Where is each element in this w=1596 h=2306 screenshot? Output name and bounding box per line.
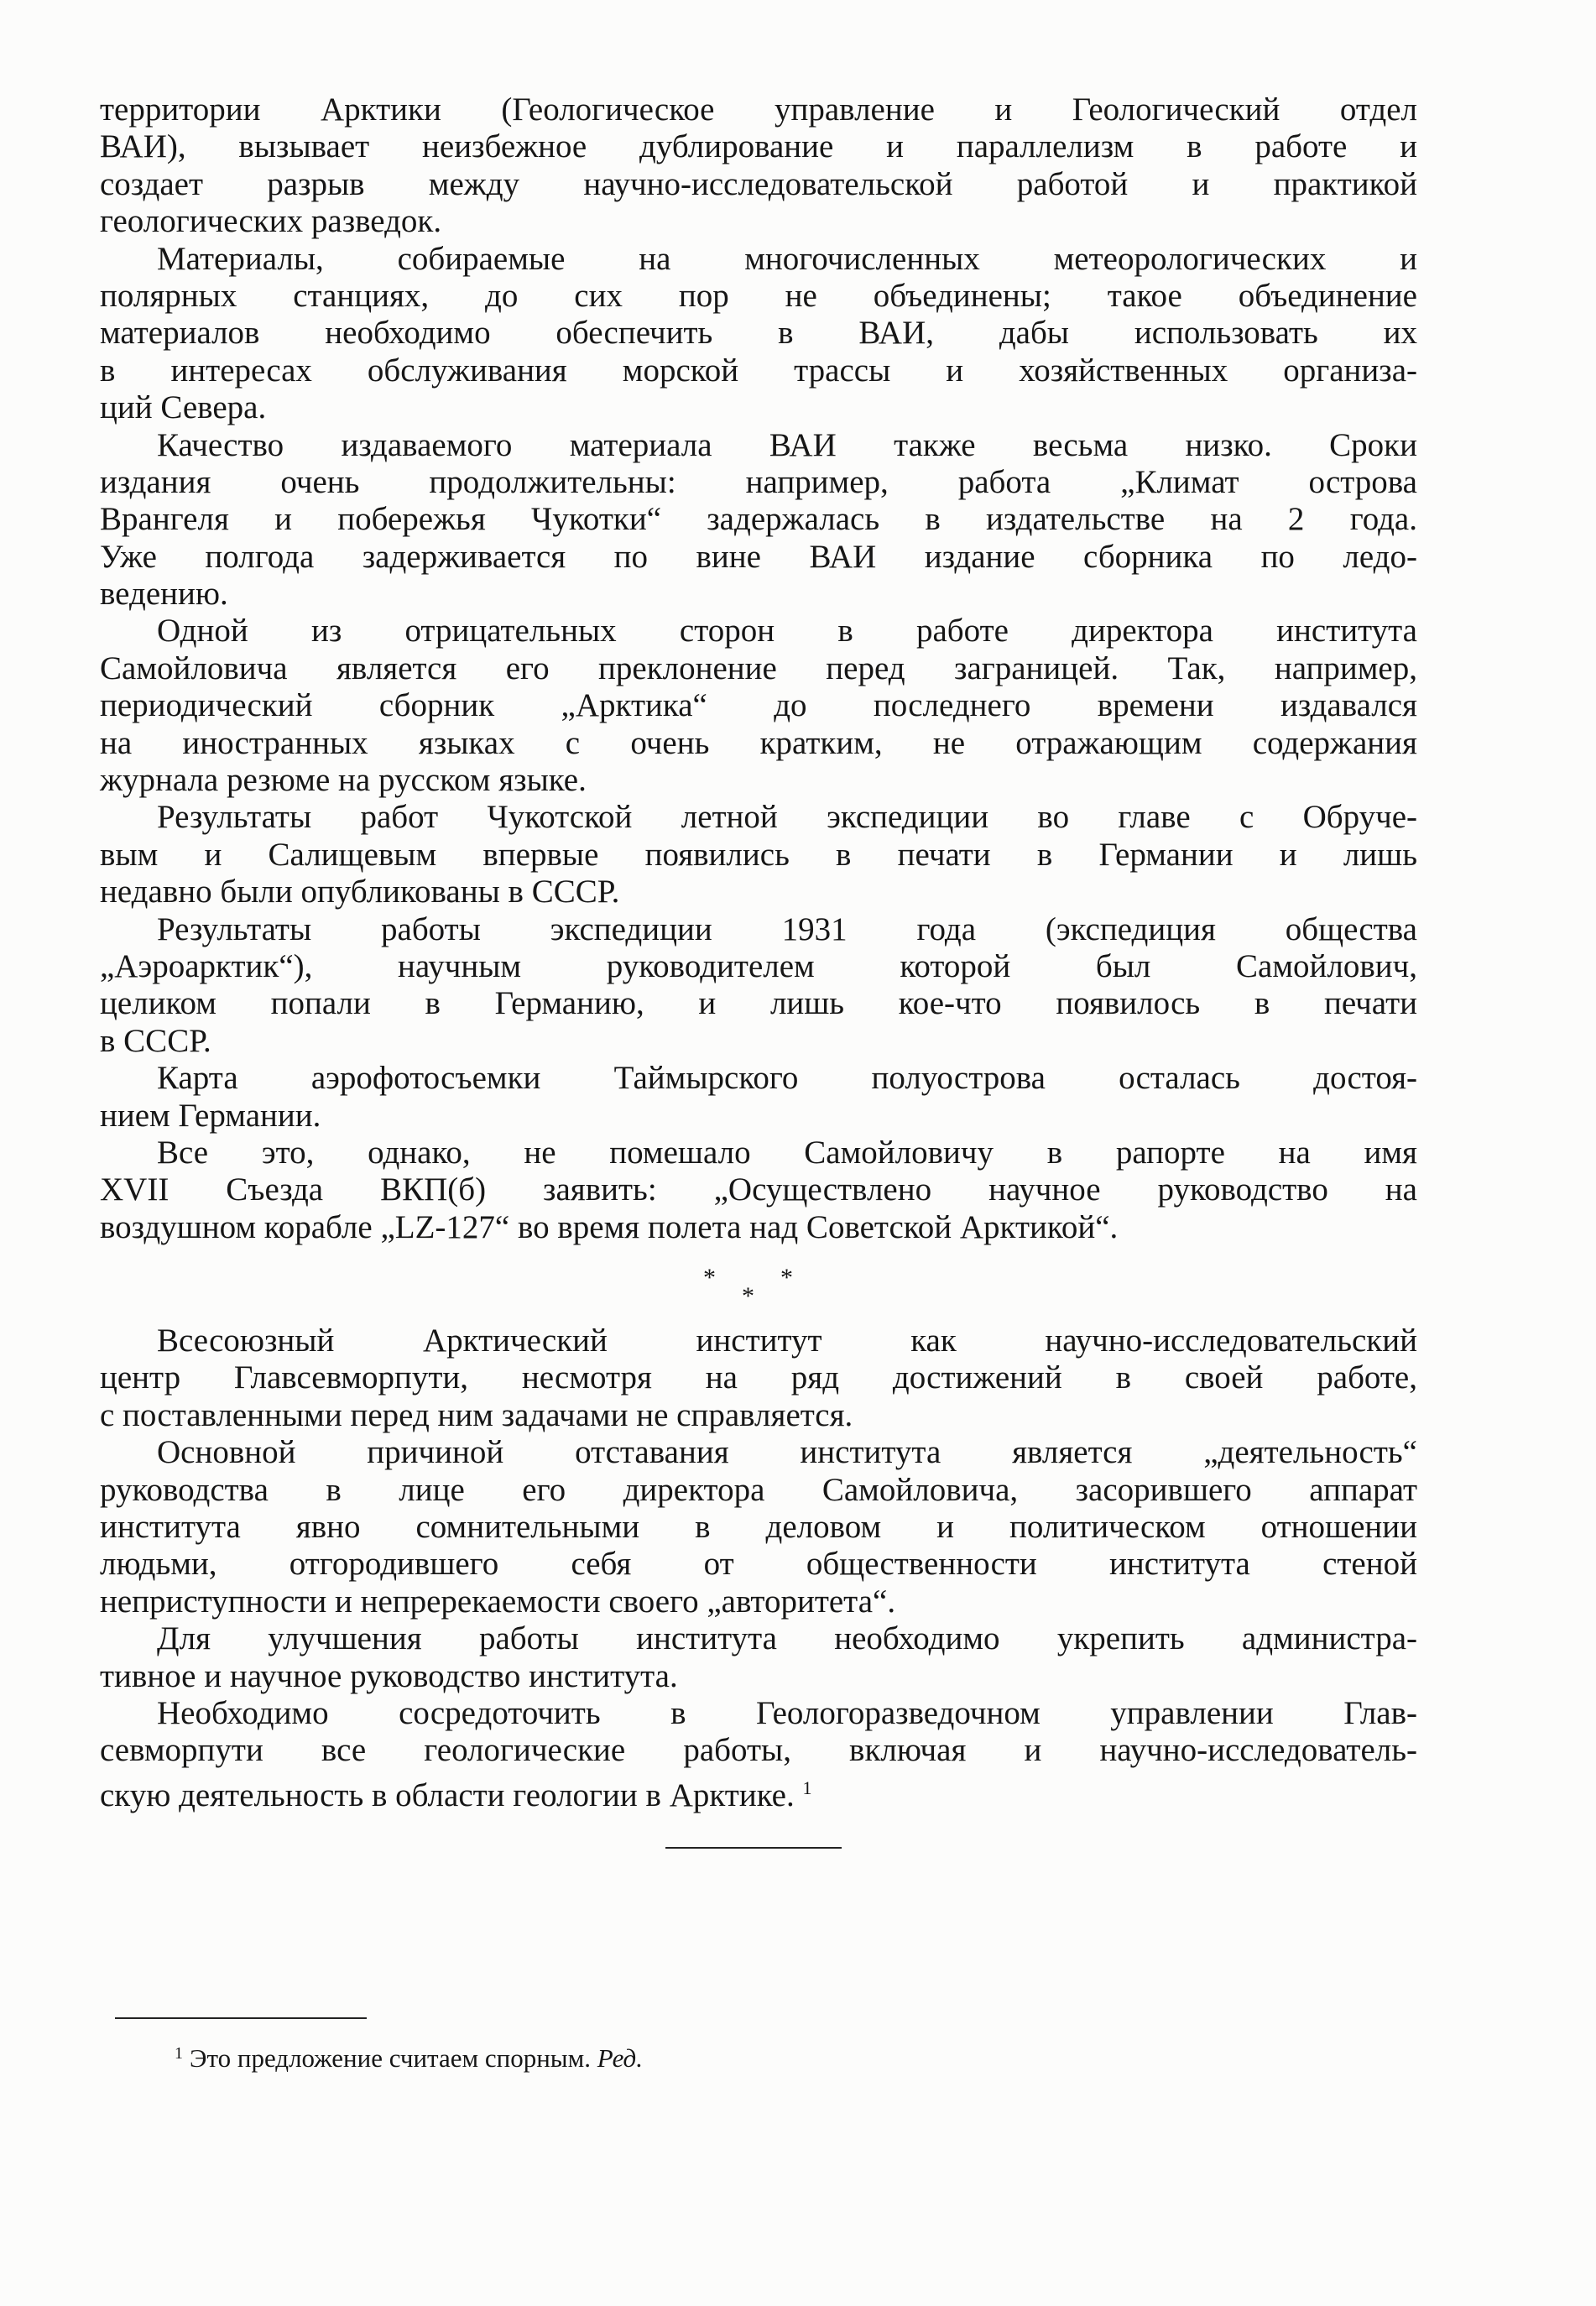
text-line-content: ВАИ), вызывает неизбежное дублирование и параллелизм в работе и <box>100 128 1417 165</box>
text-line <box>100 91 1417 128</box>
text-line <box>100 799 1417 836</box>
text-line-content: скую деятельность в области геологии в Арктике. <box>100 1776 795 1813</box>
text-line-content: вым и Салищевым впервые появились в печати в Германии и лишь <box>100 836 1417 873</box>
text-line-content: людьми, отгородившего себя от общественности института стеной <box>100 1546 1417 1583</box>
text-line-content: в СССР. <box>100 1022 211 1059</box>
text-line <box>100 389 1417 426</box>
text-line-content: журнала резюме на русском языке. <box>100 762 587 799</box>
text-line-content: Самойловича является его преклонение перед заграницей. Так, например, <box>100 650 1417 686</box>
text-line <box>100 539 1417 576</box>
text-line <box>100 1323 1417 1359</box>
paragraph <box>100 427 1417 613</box>
text-line <box>100 1509 1417 1546</box>
text-line <box>100 203 1417 240</box>
paragraph <box>100 1323 1417 1434</box>
text-line-content: Результаты работы экспедиции 1931 года (экспедиция общества <box>157 910 1417 947</box>
text-line <box>100 1546 1417 1583</box>
footnote <box>175 2035 643 2077</box>
text-line <box>100 427 1417 464</box>
paragraph <box>100 1694 1417 1813</box>
text-line <box>100 278 1417 315</box>
text-line-content: института явно сомнительными в деловом и политическом отношении <box>100 1508 1417 1545</box>
text-line <box>100 1359 1417 1396</box>
text-line <box>100 1209 1417 1246</box>
paragraph <box>100 1135 1417 1246</box>
main-text-section-2 <box>100 1323 1417 1813</box>
paragraph <box>100 241 1417 427</box>
footnote-text: Это предложение считаем спорным. <box>190 2043 591 2073</box>
text-line-content: Все это, однако, не помешало Самойловичу в рапорте на имя <box>157 1134 1417 1171</box>
text-line-content: неприступности и непререкаемости своего „авторитета“. <box>100 1583 896 1620</box>
text-line-content: издания очень продолжительны: например, работа „Климат острова <box>100 463 1417 500</box>
text-line <box>100 352 1417 389</box>
text-line-content: тивное и научное руководство института. <box>100 1657 678 1694</box>
text-line-content: Для улучшения работы института необходимо укрепить администра- <box>157 1620 1417 1657</box>
text-line-content: Материалы, собираемые на многочисленных метеорологических и <box>157 240 1417 277</box>
separator-star: * <box>742 1282 754 1310</box>
text-line <box>100 911 1417 948</box>
paragraph <box>100 1434 1417 1620</box>
text-line <box>100 650 1417 687</box>
text-line <box>100 1060 1417 1097</box>
paragraph <box>100 1620 1417 1695</box>
text-line <box>100 725 1417 762</box>
text-line-content: Основной причиной отставания института является „деятельность“ <box>157 1434 1417 1471</box>
text-line <box>100 985 1417 1022</box>
text-line-content: Всесоюзный Арктический институт как научно-исследовательский <box>157 1323 1417 1359</box>
text-line-content: в интересах обслуживания морской трассы и хозяйственных организа- <box>100 352 1417 389</box>
text-line <box>100 837 1417 874</box>
paragraph <box>100 1060 1417 1135</box>
text-line-content: Врангеля и побережья Чукотки“ задержалась в издательстве на 2 года. <box>100 501 1417 538</box>
separator-star: * <box>780 1264 793 1291</box>
text-line <box>100 1434 1417 1471</box>
text-line <box>100 948 1417 985</box>
text-line <box>100 1472 1417 1509</box>
text-line <box>100 241 1417 278</box>
text-line <box>100 1023 1417 1060</box>
text-line-content: „Аэроарктик“), научным руководителем которой был Самойлович, <box>100 947 1417 984</box>
text-line-content: руководства в лице его директора Самойловича, засорившего аппарат <box>100 1471 1417 1508</box>
text-line-content: Качество издаваемого материала ВАИ также весьма низко. Сроки <box>157 426 1417 463</box>
paragraph <box>100 911 1417 1061</box>
main-text-section-1 <box>100 91 1417 1246</box>
paragraph <box>100 91 1417 241</box>
text-line <box>100 1171 1417 1208</box>
text-line-content: целиком попали в Германию, и лишь кое-что появилось в печати <box>100 985 1417 1022</box>
text-line <box>100 166 1417 203</box>
text-line <box>100 1397 1417 1434</box>
text-line-content: геологических разведок. <box>100 203 442 240</box>
text-line <box>100 576 1417 613</box>
text-line <box>100 687 1417 724</box>
text-line-content: на иностранных языках с очень кратким, не отражающим содержания <box>100 724 1417 761</box>
text-line <box>100 501 1417 538</box>
text-line-content: нием Германии. <box>100 1097 321 1134</box>
text-line-content: Одной из отрицательных сторон в работе директора института <box>157 613 1417 650</box>
text-line-content: Результаты работ Чукотской летной экспедиции во главе с Обруче- <box>157 799 1417 836</box>
end-divider <box>665 1847 842 1849</box>
text-line-content: Уже полгода задерживается по вине ВАИ издание сборника по ледо- <box>100 538 1417 575</box>
text-line-content: XVII Съезда ВКП(б) заявить: „Осуществлено научное руководство на <box>100 1171 1417 1208</box>
text-line-content: воздушном корабле „LZ-127“ во время полета над Советской Арктикой“. <box>100 1208 1119 1245</box>
footnote-editor-mark: Ред. <box>597 2043 643 2073</box>
text-line <box>100 1135 1417 1171</box>
text-line <box>100 1658 1417 1695</box>
text-line-content: Необходимо сосредоточить в Геологоразведочном управлении Глав- <box>157 1694 1417 1731</box>
text-line-content: периодический сборник „Арктика“ до последнего времени издавался <box>100 687 1417 724</box>
text-line-content: с поставленными перед ним задачами не справляется. <box>100 1396 853 1433</box>
text-line <box>100 613 1417 650</box>
text-line-content: ведению. <box>100 576 228 613</box>
text-line <box>100 1098 1417 1135</box>
text-line-content: территории Арктики (Геологическое управление и Геологический отдел <box>100 91 1417 128</box>
text-line <box>100 1583 1417 1620</box>
text-line-content: ций Севера. <box>100 389 267 426</box>
text-line <box>100 762 1417 799</box>
text-line <box>100 128 1417 165</box>
text-line-content: материалов необходимо обеспечить в ВАИ, дабы использовать их <box>100 315 1417 352</box>
text-line-content: Карта аэрофотосъемки Таймырского полуострова осталась достоя- <box>157 1060 1417 1097</box>
footnote-divider <box>115 2017 367 2019</box>
paragraph <box>100 613 1417 799</box>
text-line <box>100 1770 1417 1813</box>
text-line-content: создает разрыв между научно-исследовательской работой и практикой <box>100 165 1417 202</box>
text-line <box>100 315 1417 352</box>
text-line <box>100 464 1417 501</box>
separator-star: * <box>703 1264 716 1291</box>
text-line <box>100 1695 1417 1732</box>
text-line-content: центр Главсевморпути, несмотря на ряд достижений в своей работе, <box>100 1359 1417 1396</box>
text-line-content: севморпути все геологические работы, включая и научно-исследователь- <box>100 1732 1417 1769</box>
text-line <box>100 1620 1417 1657</box>
paragraph <box>100 799 1417 910</box>
footnote-reference[interactable]: 1 <box>802 1776 812 1798</box>
text-line <box>100 1732 1417 1769</box>
footnote-marker: 1 <box>175 2044 183 2063</box>
text-line-content: недавно были опубликованы в СССР. <box>100 874 620 910</box>
text-line <box>100 874 1417 910</box>
text-line-content: полярных станциях, до сих пор не объединены; такое объединение <box>100 277 1417 314</box>
